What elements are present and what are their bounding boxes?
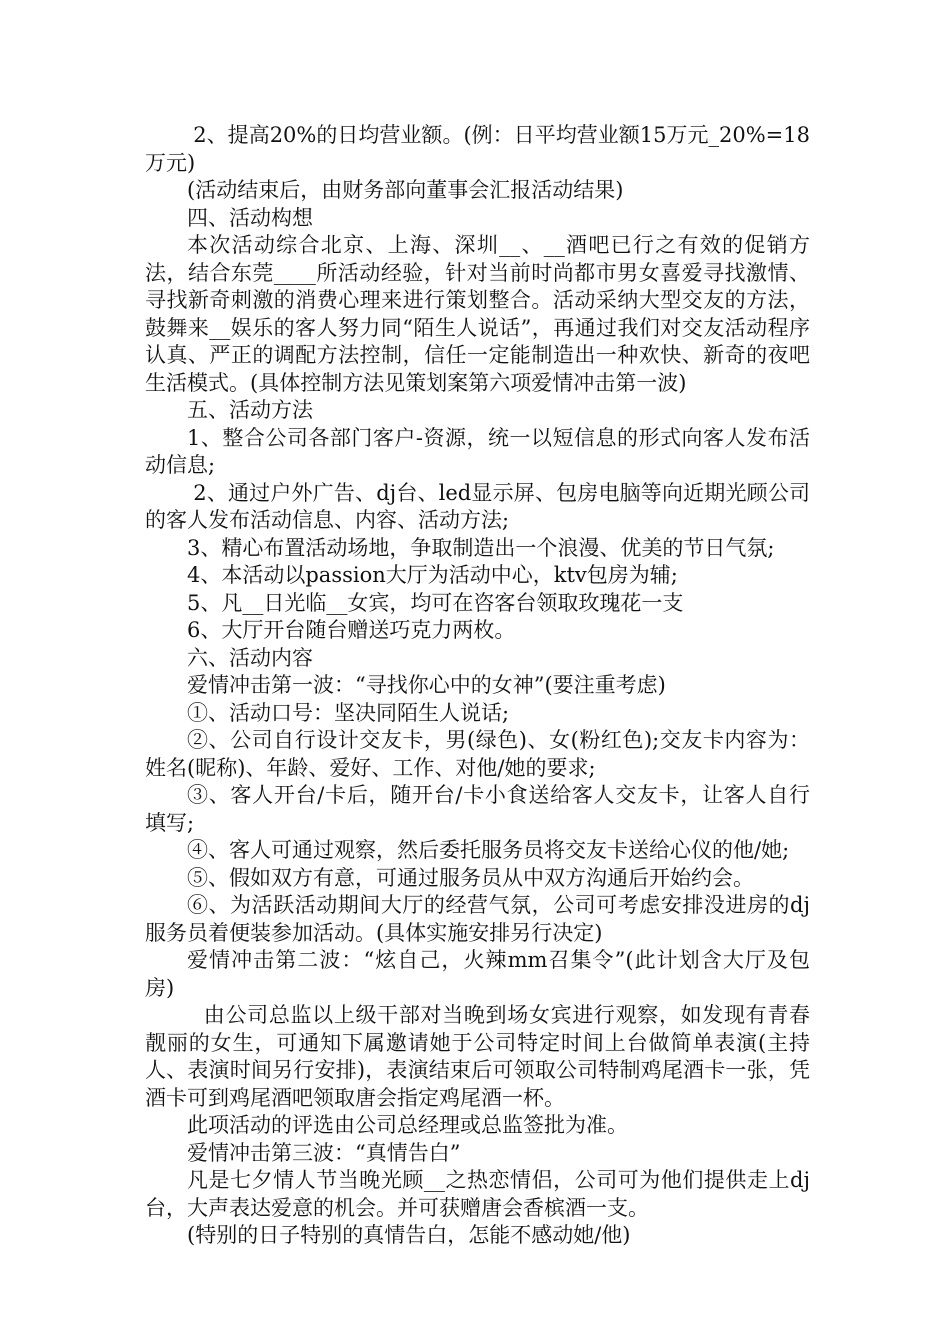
document-body bbox=[145, 122, 810, 1250]
paragraph-wave-1-item-4: ④、客人可通过观察，然后委托服务员将交友卡送给心仪的他/她; bbox=[187, 838, 790, 862]
paragraph-method-6: 6、大厅开台随台赠送巧克力两枚。 bbox=[187, 618, 516, 642]
paragraph-wave-1-title: 爱情冲击第一波：“寻找你心中的女神”(要注重考虑) bbox=[187, 673, 666, 697]
paragraph-method-3: 3、精心布置活动场地，争取制造出一个浪漫、优美的节日气氛; bbox=[187, 535, 775, 560]
paragraph-wave-3-title: 爱情冲击第三波：“真情告白” bbox=[187, 1140, 461, 1165]
paragraph-wave-1-item-2: ②、公司自行设计交友卡，男(绿色)、女(粉红色);交友卡内容为：姓名(昵称)、年龄、爱好、工作、对他/她的要求; bbox=[145, 728, 810, 780]
paragraph-wave-3-note: (特别的日子特别的真情告白，怎能不感动她/他) bbox=[187, 1223, 631, 1247]
paragraph-method-4: 4、本活动以passion大厅为活动中心，ktv包房为辅; bbox=[187, 563, 678, 587]
paragraph-wave-1-item-5: ⑤、假如双方有意，可通过服务员从中双方沟通后开始约会。 bbox=[187, 865, 754, 890]
heading-activity-method: 五、活动方法 bbox=[187, 398, 313, 422]
heading-activity-content: 六、活动内容 bbox=[187, 645, 313, 670]
paragraph-method-1: 1、整合公司各部门客户-资源，统一以短信息的形式向客人发布活动信息; bbox=[145, 425, 810, 477]
paragraph-wave-1-item-1: ①、活动口号：坚决同陌生人说话; bbox=[187, 700, 510, 725]
paragraph-concept-body: 本次活动综合北京、上海、深圳__、__酒吧已行之有效的促销方法，结合东莞____所活动经验，针对当前时尚都市男女喜爱寻找激情、寻找新奇刺激的消费心理来进行策划整合。活动采纳大型交友的方法，鼓舞来__娱乐的客人努力同“陌生人说话”，再通过我们对交友活动程序认真、严正的调配方法控制，信任一定能制造出一种欢快、新奇的夜吧生活模式。(具体控制方法见策划案第六项爱情冲击第一波) bbox=[145, 233, 810, 395]
paragraph-wave-3-body: 凡是七夕情人节当晚光顾__之热恋情侣，公司可为他们提供走上dj台，大声表达爱意的机会。并可获赠唐会香槟酒一支。 bbox=[145, 1168, 810, 1220]
paragraph-method-5: 5、凡__日光临__女宾，均可在咨客台领取玫瑰花一支 bbox=[187, 590, 684, 615]
paragraph-wave-2-title: 爱情冲击第二波：“炫自己，火辣mm召集令”(此计划含大厅及包房) bbox=[145, 948, 810, 1000]
paragraph-wave-1-item-3: ③、客人开台/卡后，随开台/卡小食送给客人交友卡，让客人自行填写; bbox=[145, 783, 810, 835]
paragraph-goal-2: 2、提高20%的日均营业额。(例：日平均营业额15万元_20%=18万元) bbox=[145, 123, 810, 175]
paragraph-method-2: 2、通过户外广告、dj台、led显示屏、包房电脑等向近期光顾公司的客人发布活动信息、内容、活动方法; bbox=[145, 480, 810, 532]
paragraph-note-report: (活动结束后，由财务部向董事会汇报活动结果) bbox=[187, 178, 624, 202]
heading-activity-concept: 四、活动构想 bbox=[187, 205, 313, 230]
paragraph-wave-2-body: 由公司总监以上级干部对当晚到场女宾进行观察，如发现有青春靓丽的女生，可通知下属邀请她于公司特定时间上台做简单表演(主持人、表演时间另行安排)，表演结束后可领取公司特制鸡尾酒卡一张，凭酒卡可到鸡尾酒吧领取唐会指定鸡尾酒一杯。 bbox=[145, 1003, 810, 1110]
paragraph-wave-1-item-6: ⑥、为活跃活动期间大厅的经营气氛，公司可考虑安排没进房的dj服务员着便装参加活动。(具体实施安排另行决定) bbox=[145, 893, 810, 945]
paragraph-wave-2-note: 此项活动的评选由公司总经理或总监签批为准。 bbox=[187, 1113, 628, 1137]
